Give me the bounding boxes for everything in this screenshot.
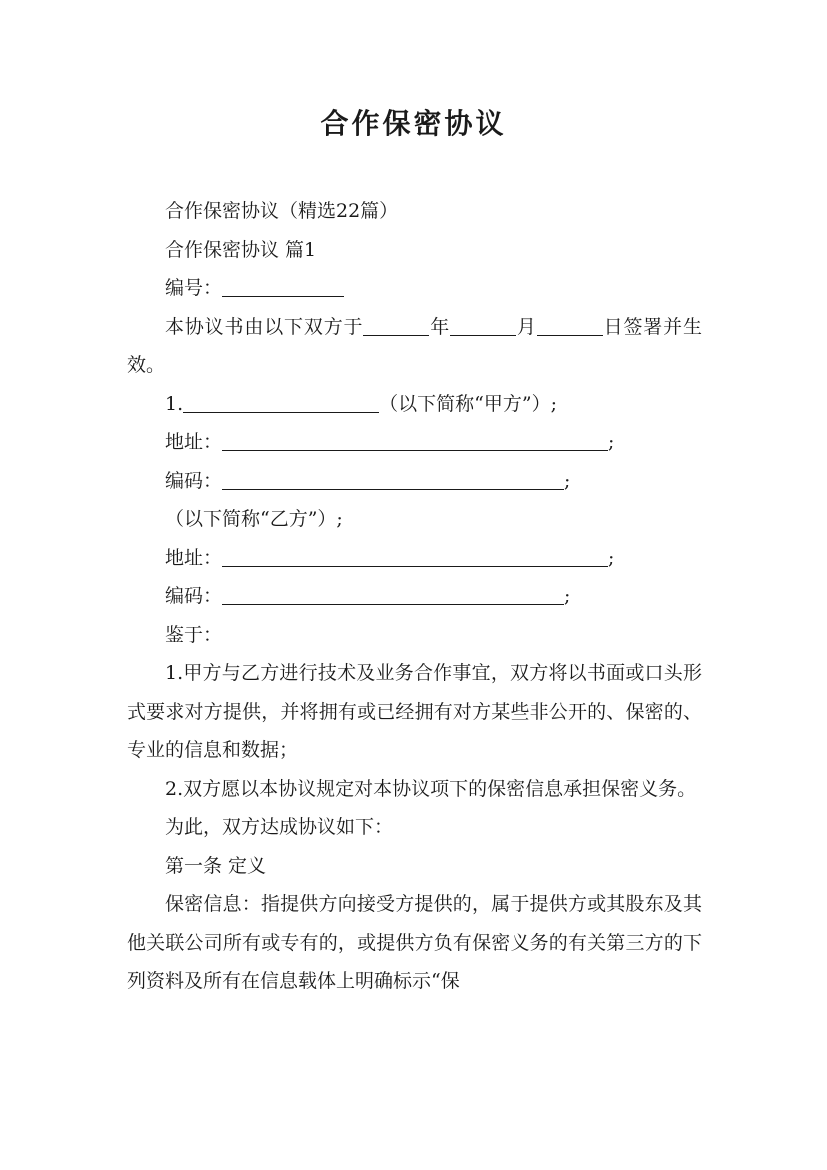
party-b-code-blank (222, 580, 564, 605)
party-a-code-line (127, 462, 702, 501)
party-b-address-end: ; (608, 546, 615, 569)
subtitle: 合作保密协议（精选22篇） (165, 200, 399, 222)
party-b-address-blank (222, 542, 608, 567)
party-a-address-label: 地址： (165, 431, 223, 453)
number-line (127, 269, 702, 308)
document-title: 合作保密协议 (320, 107, 507, 140)
party-a-address-end: ; (608, 431, 615, 453)
year-label: 年 (429, 315, 451, 338)
party-a-code-label: 编码： (165, 469, 223, 492)
clause-2: 2.双方愿以本协议规定对本协议项下的保密信息承担保密义务。 (165, 777, 697, 800)
day-blank (537, 311, 603, 336)
party-b-code-label: 编码： (165, 585, 223, 607)
party-b-code-line (127, 577, 702, 616)
number-label: 编号： (165, 277, 223, 299)
definition-paragraph: 保密信息：指提供方向接受方提供的，属于提供方或其股东及其他关联公司所有或专有的，或提供方负有保密义务的有关第三方的下列资料及所有在信息载体上明确标示“保 (127, 893, 702, 992)
party-a-code-end: ; (564, 469, 571, 492)
whereas-heading: 鉴于： (165, 623, 223, 646)
party-b-code-end: ; (564, 585, 571, 607)
party-a-address-blank (222, 426, 608, 451)
agreement-statement: 为此，双方达成协议如下： (165, 816, 394, 838)
party-a-prefix: 1. (165, 392, 184, 415)
party-a-code-blank (222, 465, 564, 490)
document-body (127, 192, 702, 1001)
month-blank (450, 311, 516, 336)
party-b-line: （以下简称“乙方”）; (165, 508, 343, 530)
month-label: 月 (516, 315, 537, 338)
party-a-line (127, 385, 702, 424)
intro-prefix: 本协议书由以下双方于 (165, 315, 364, 338)
party-a-address-line (127, 423, 702, 462)
clause-1: 1.甲方与乙方进行技术及业务合作事宜，双方将以书面或口头形式要求对方提供，并将拥有或已经拥有对方某些非公开的、保密的、专业的信息和数据； (127, 662, 702, 761)
party-a-blank (183, 388, 379, 413)
intro-paragraph (127, 308, 702, 385)
party-a-suffix: （以下简称“甲方”）; (379, 392, 557, 415)
article-1-heading: 第一条 定义 (165, 854, 267, 877)
party-b-address-line (127, 539, 702, 578)
party-b-address-label: 地址： (165, 546, 223, 569)
intro-day-suffix: 日签署并生效。 (127, 315, 702, 376)
number-blank (222, 272, 344, 297)
year-blank (363, 311, 429, 336)
section-heading: 合作保密协议 篇1 (165, 238, 317, 261)
